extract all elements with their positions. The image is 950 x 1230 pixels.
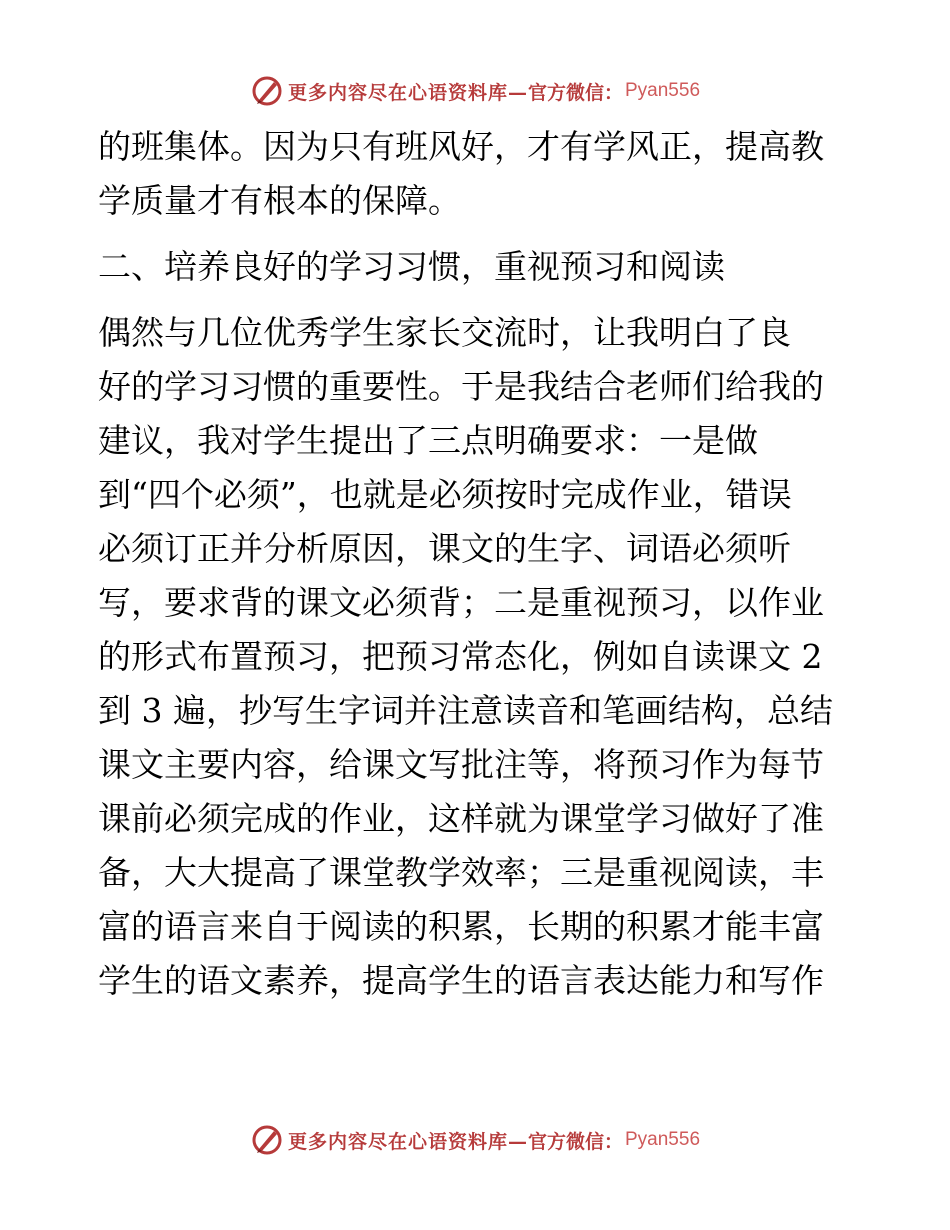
banner-wechat-label: 官方微信： <box>527 81 623 104</box>
text-line: 必须订正并分析原因，课文的生字、词语必须听 <box>98 529 791 568</box>
banner-title: 更多内容尽在心语资料库— <box>287 81 528 104</box>
section-heading: 二、培养良好的学习习惯，重视预习和阅读 <box>98 247 725 286</box>
pen-logo-icon <box>250 74 284 108</box>
banner-title: 更多内容尽在心语资料库— <box>287 1130 528 1153</box>
text-line: 课文主要内容，给课文写批注等，将预习作为每节 <box>98 745 824 784</box>
banner-wechat-label: 官方微信： <box>527 1130 623 1153</box>
text-line: 课前必须完成的作业，这样就为课堂学习做好了准 <box>98 799 824 838</box>
text-line: 到 3 遍，抄写生字词并注意读音和笔画结构，总结 <box>98 691 833 730</box>
banner-wechat-id: Pyan556 <box>625 80 701 101</box>
text-line: 学质量才有根本的保障。 <box>98 181 461 220</box>
footer-banner <box>0 1120 950 1160</box>
banner-wechat-id: Pyan556 <box>625 1129 701 1150</box>
text-line: 偶然与几位优秀学生家长交流时，让我明白了良 <box>98 313 791 352</box>
text-line: 好的学习习惯的重要性。于是我结合老师们给我的 <box>98 367 824 406</box>
text-line: 建议，我对学生提出了三点明确要求：一是做 <box>98 421 758 460</box>
text-line: 写，要求背的课文必须背；二是重视预习，以作业 <box>98 583 824 622</box>
text-line: 到“四个必须”，也就是必须按时完成作业，错误 <box>98 475 792 514</box>
text-line: 备，大大提高了课堂教学效率；三是重视阅读，丰 <box>98 853 824 892</box>
document-body <box>98 120 858 1008</box>
text-line: 的形式布置预习，把预习常态化，例如自读课文 2 <box>98 637 823 676</box>
text-line: 的班集体。因为只有班风好，才有学风正，提高教 <box>98 127 824 166</box>
text-line: 富的语言来自于阅读的积累，长期的积累才能丰富 <box>98 907 824 946</box>
header-banner <box>0 71 950 111</box>
pen-logo-icon <box>250 1123 284 1157</box>
text-line: 学生的语文素养，提高学生的语言表达能力和写作 <box>98 961 824 1000</box>
